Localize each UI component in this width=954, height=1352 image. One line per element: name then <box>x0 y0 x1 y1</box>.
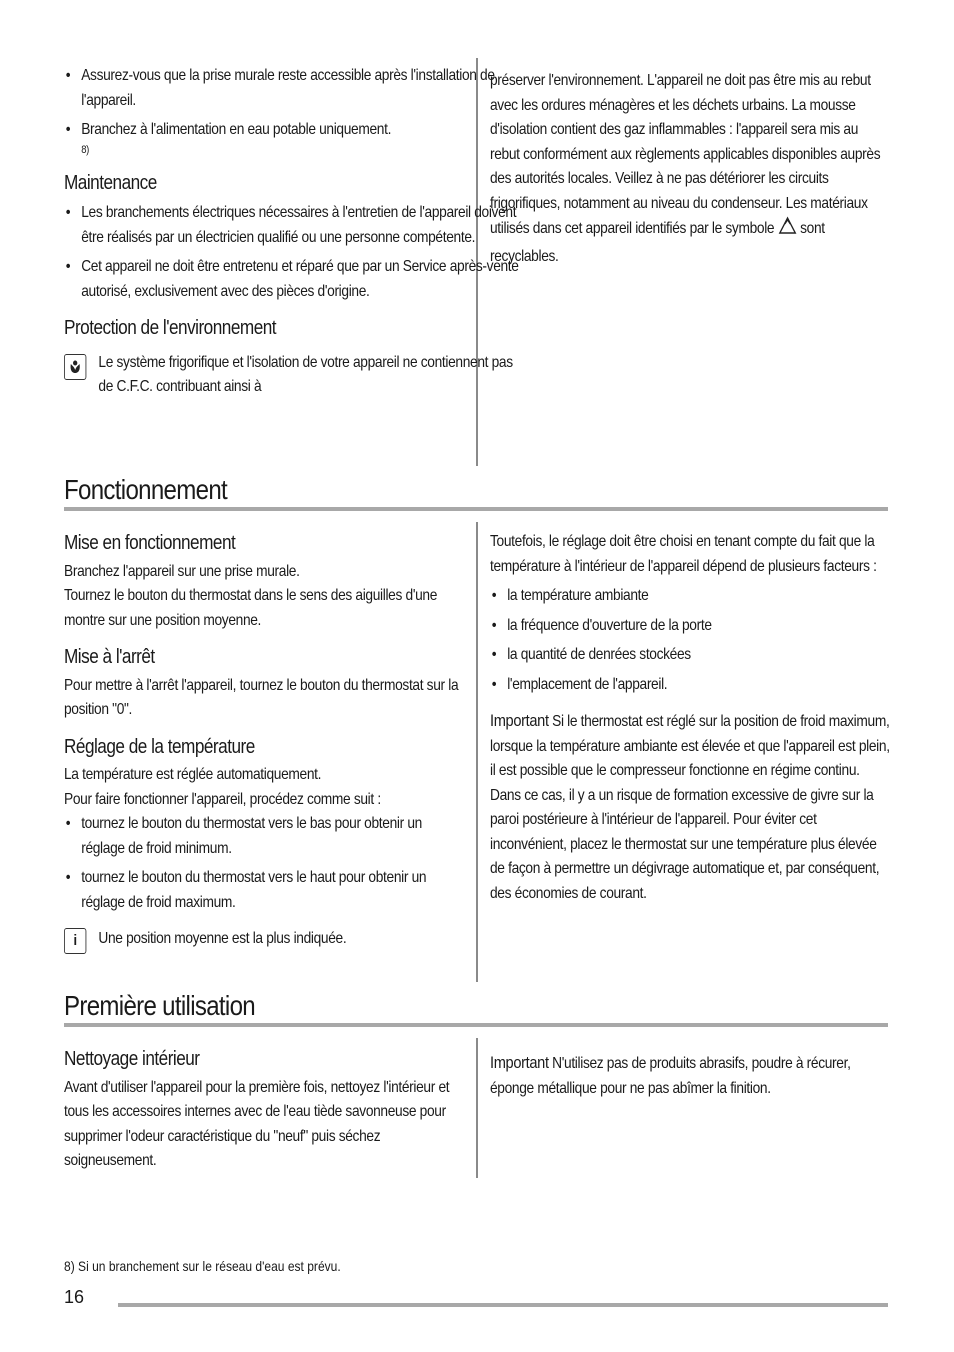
list-item: • la quantité de denrées stockées <box>490 643 890 668</box>
maintenance-heading: Maintenance <box>64 171 157 194</box>
footer-rule <box>118 1303 888 1307</box>
important-note: Important N'utilisez pas de produits abrasifs, poudre à récurer, éponge métallique pour ne pas abîmer la finition. <box>490 1053 851 1097</box>
section3-left-column <box>64 1047 460 1174</box>
mise-en-fonctionnement-heading: Mise en fonctionnement <box>64 532 236 554</box>
list-item: • Cet appareil ne doit être entretenu et réparé que par un Service après-vente autorisé, exclusivement avec des pièces d'origine. <box>64 255 520 304</box>
section-rule <box>64 1023 888 1027</box>
info-icon: i <box>64 928 86 954</box>
factors-intro: Toutefois, le réglage doit être choisi en tenant compte du fait que la température à l'intérieur de l'appareil dépend de plusieurs facteurs : <box>490 533 877 575</box>
mise-a-larret-heading: Mise à l'arrêt <box>64 646 155 668</box>
section-heading-premiere-utilisation: Première utilisation <box>64 990 256 1021</box>
block1-right-column <box>490 69 890 269</box>
nettoyage-heading: Nettoyage intérieur <box>64 1048 200 1070</box>
section2-right-column <box>490 530 890 906</box>
section2-left-column <box>64 531 460 952</box>
section-heading-fonctionnement: Fonctionnement <box>64 474 228 505</box>
section-rule <box>64 507 888 511</box>
reglage-text-1: La température est réglée automatiquement. <box>64 766 322 783</box>
reglage-heading: Réglage de la température <box>64 735 255 758</box>
list-item: • la température ambiante <box>490 584 890 609</box>
block1-left-column <box>64 64 520 400</box>
recycle-icon <box>778 216 797 245</box>
maintenance-bullet-list <box>64 201 520 304</box>
column-divider <box>476 522 478 982</box>
mise-text-1: Branchez l'appareil sur une prise murale. <box>64 562 300 580</box>
list-item: • l'emplacement de l'appareil. <box>490 673 890 698</box>
nettoyage-text: Avant d'utiliser l'appareil pour la première fois, nettoyez l'intérieur et tous les accessoires internes avec de l'eau tiède savonneuse pour supprimer l'odeur caractéristique du "neuf" puis séchez soigneusement. <box>64 1078 450 1169</box>
list-item: • Branchez à l'alimentation en eau potable uniquement. 8) <box>64 118 520 157</box>
reglage-text-2: Pour faire fonctionner l'appareil, procédez comme suit : <box>64 790 381 808</box>
list-item: • Les branchements électriques nécessaires à l'entretien de l'appareil doivent être réalisés par un électricien qualifié ou une personne compétente. <box>64 201 520 250</box>
important-label: Important <box>490 1053 549 1072</box>
important-label: Important <box>490 711 549 730</box>
footnote-text: 8) Si un branchement sur le réseau d'eau est prévu. <box>64 1258 341 1274</box>
list-item: • Assurez-vous que la prise murale reste accessible après l'installation de l'appareil. <box>64 64 520 113</box>
environment-continued-text: préserver l'environnement. L'appareil ne doit pas être mis au rebut avec les ordures ménagères et les déchets urbains. La mousse d'isolation contient des gaz inflammables : l'appareil sera mis au rebut conformément aux règlements applicables disponibles auprès des autorités locales. Veillez à ne pas détériorer les circuits frigorifiques, notamment au niveau du condenseur. Les matériaux utilisés dans cet appareil identifiés par le symbole sont recyclables. <box>490 72 881 265</box>
factors-bullet-list <box>490 584 890 697</box>
column-divider <box>476 1038 478 1178</box>
important-note: Important Si le thermostat est réglé sur la position de froid maximum, lorsque la température ambiante est élevée et que l'appareil est plein, il est possible que le compresseur fonctionne en régime continu. Dans ce cas, il y a un risque de formation excessive de givre sur la paroi postérieure à l'intérieur de l'appareil. Pour éviter cet inconvénient, placez le thermostat sur une température plus élevée de façon à permettre un dégivrage automatique et, par conséquent, des économies de courant. <box>490 711 890 902</box>
list-item: • tournez le bouton du thermostat vers le bas pour obtenir un réglage de froid minimum. <box>64 812 460 861</box>
info-note: i Une position moyenne est la plus indiquée. <box>64 927 460 952</box>
list-item: • tournez le bouton du thermostat vers le haut pour obtenir un réglage de froid maximum. <box>64 866 460 915</box>
environment-icon <box>64 354 86 380</box>
mise-text-2: Tournez le bouton du thermostat dans le sens des aiguilles d'une montre sur une position moyenne. <box>64 587 438 629</box>
top-bullet-list <box>64 64 520 157</box>
reglage-bullet-list <box>64 812 460 915</box>
page-number: 16 <box>64 1287 85 1307</box>
arret-text: Pour mettre à l'arrêt l'appareil, tournez le bouton du thermostat sur la position "0". <box>64 676 459 718</box>
environment-note: Le système frigorifique et l'isolation de votre appareil ne contiennent pas de C.F.C. contribuant ainsi à <box>64 351 520 400</box>
section3-right-column <box>490 1051 890 1101</box>
environment-heading: Protection de l'environnement <box>64 317 277 339</box>
footnote-reference: 8) <box>81 143 89 156</box>
list-item: • la fréquence d'ouverture de la porte <box>490 614 890 639</box>
